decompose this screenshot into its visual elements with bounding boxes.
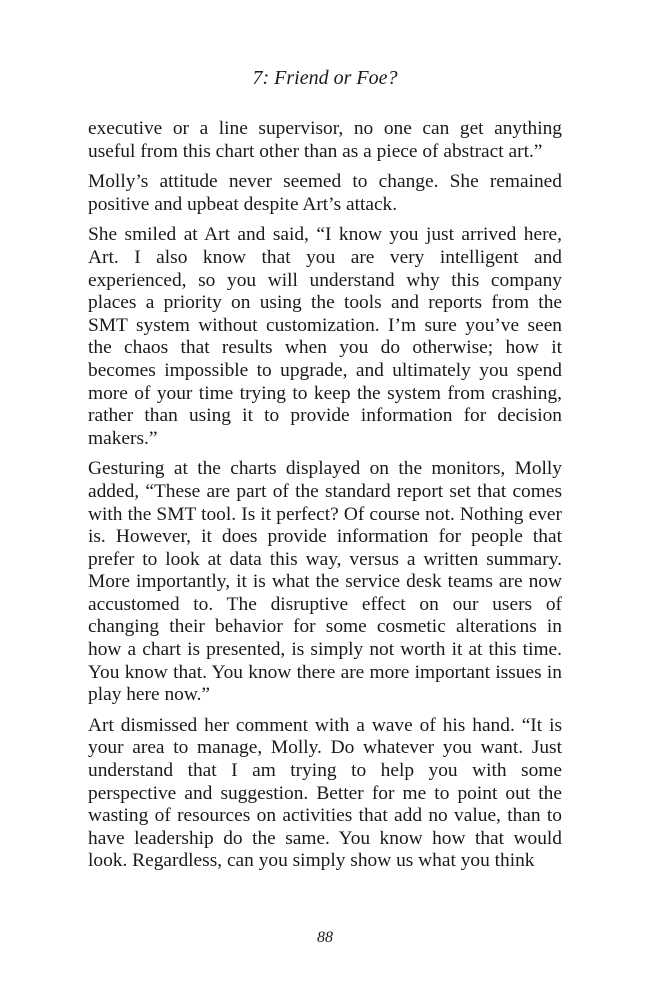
body-text	[88, 118, 562, 881]
paragraph: Molly’s attitude never seemed to change. She remained positive and upbeat despite Art’s attack.	[88, 171, 562, 215]
running-head: 7: Friend or Foe?	[252, 67, 398, 89]
paragraph: She smiled at Art and said, “I know you just arrived here, Art. I also know that you are very intelligent and experienced, so you will understand why this company places a priority on using the tools and reports from the SMT system without customization. I’m sure you’ve seen the chaos that results when you do otherwise; how it becomes impossible to upgrade, and ultimately you spend more of your time trying to keep the system from crashing, rather than using it to provide information for decision makers.”	[88, 224, 562, 449]
page-number: 88	[317, 929, 333, 946]
paragraph: Art dismissed her comment with a wave of his hand. “It is your area to manage, Molly. Do whatever you want. Just understand that I am trying to help you with some perspective and suggestion. Better for me to point out the wasting of resources on activities that add no value, than to have leadership do the same. You know how that would look. Regardless, can you simply show us what you think	[88, 714, 562, 872]
paragraph: executive or a line supervisor, no one can get anything useful from this chart other than as a piece of abstract art.”	[88, 118, 562, 162]
paragraph: Gesturing at the charts displayed on the monitors, Molly added, “These are part of the standard report set that comes with the SMT tool. Is it perfect? Of course not. Nothing ever is. However, it does provide information for people that prefer to look at data this way, versus a written summary. More importantly, it is what the service desk teams are now accustomed to. The disruptive effect on our users of changing their behavior for some cosmetic alterations in how a chart is presented, is simply not worth it at this time. You know that. You know there are more important issues in play here now.”	[88, 458, 562, 706]
